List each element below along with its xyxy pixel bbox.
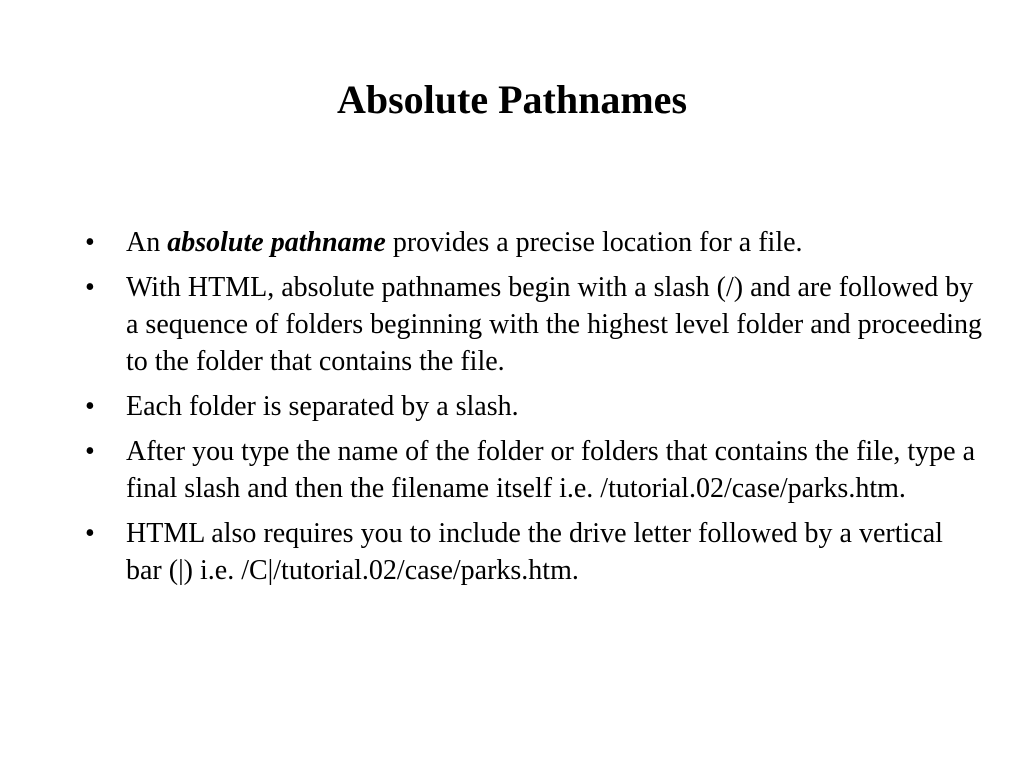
- bullet-text: HTML also requires you to include the drive letter followed by a vertical bar (|) i.e. /C|/tutorial.02/case/parks.htm.: [126, 518, 943, 586]
- bullet-icon: •: [85, 436, 95, 467]
- bullet-icon: •: [85, 391, 95, 422]
- bullet-emphasis: absolute pathname: [167, 227, 386, 258]
- bullet-item: [85, 224, 985, 261]
- bullet-list: [85, 224, 985, 597]
- bullet-text: After you type the name of the folder or folders that contains the file, type a final slash and then the filename itself i.e. /tutorial.02/case/parks.htm.: [126, 436, 976, 504]
- bullet-icon: •: [85, 227, 95, 258]
- bullet-item: [85, 515, 985, 589]
- slide-title: Absolute Pathnames: [336, 77, 688, 122]
- bullet-text: Each folder is separated by a slash.: [126, 391, 519, 422]
- bullet-text: With HTML, absolute pathnames begin with a slash (/) and are followed by a sequence of folders beginning with the highest level folder and proceeding to the folder that contains the file.: [126, 272, 983, 377]
- bullet-item: [85, 433, 985, 507]
- bullet-text: provides a precise location for a file.: [385, 227, 803, 258]
- bullet-icon: •: [85, 518, 95, 549]
- bullet-icon: •: [85, 272, 95, 303]
- bullet-item: [85, 269, 985, 380]
- bullet-text-lead: An: [126, 227, 168, 258]
- bullet-item: [85, 388, 985, 425]
